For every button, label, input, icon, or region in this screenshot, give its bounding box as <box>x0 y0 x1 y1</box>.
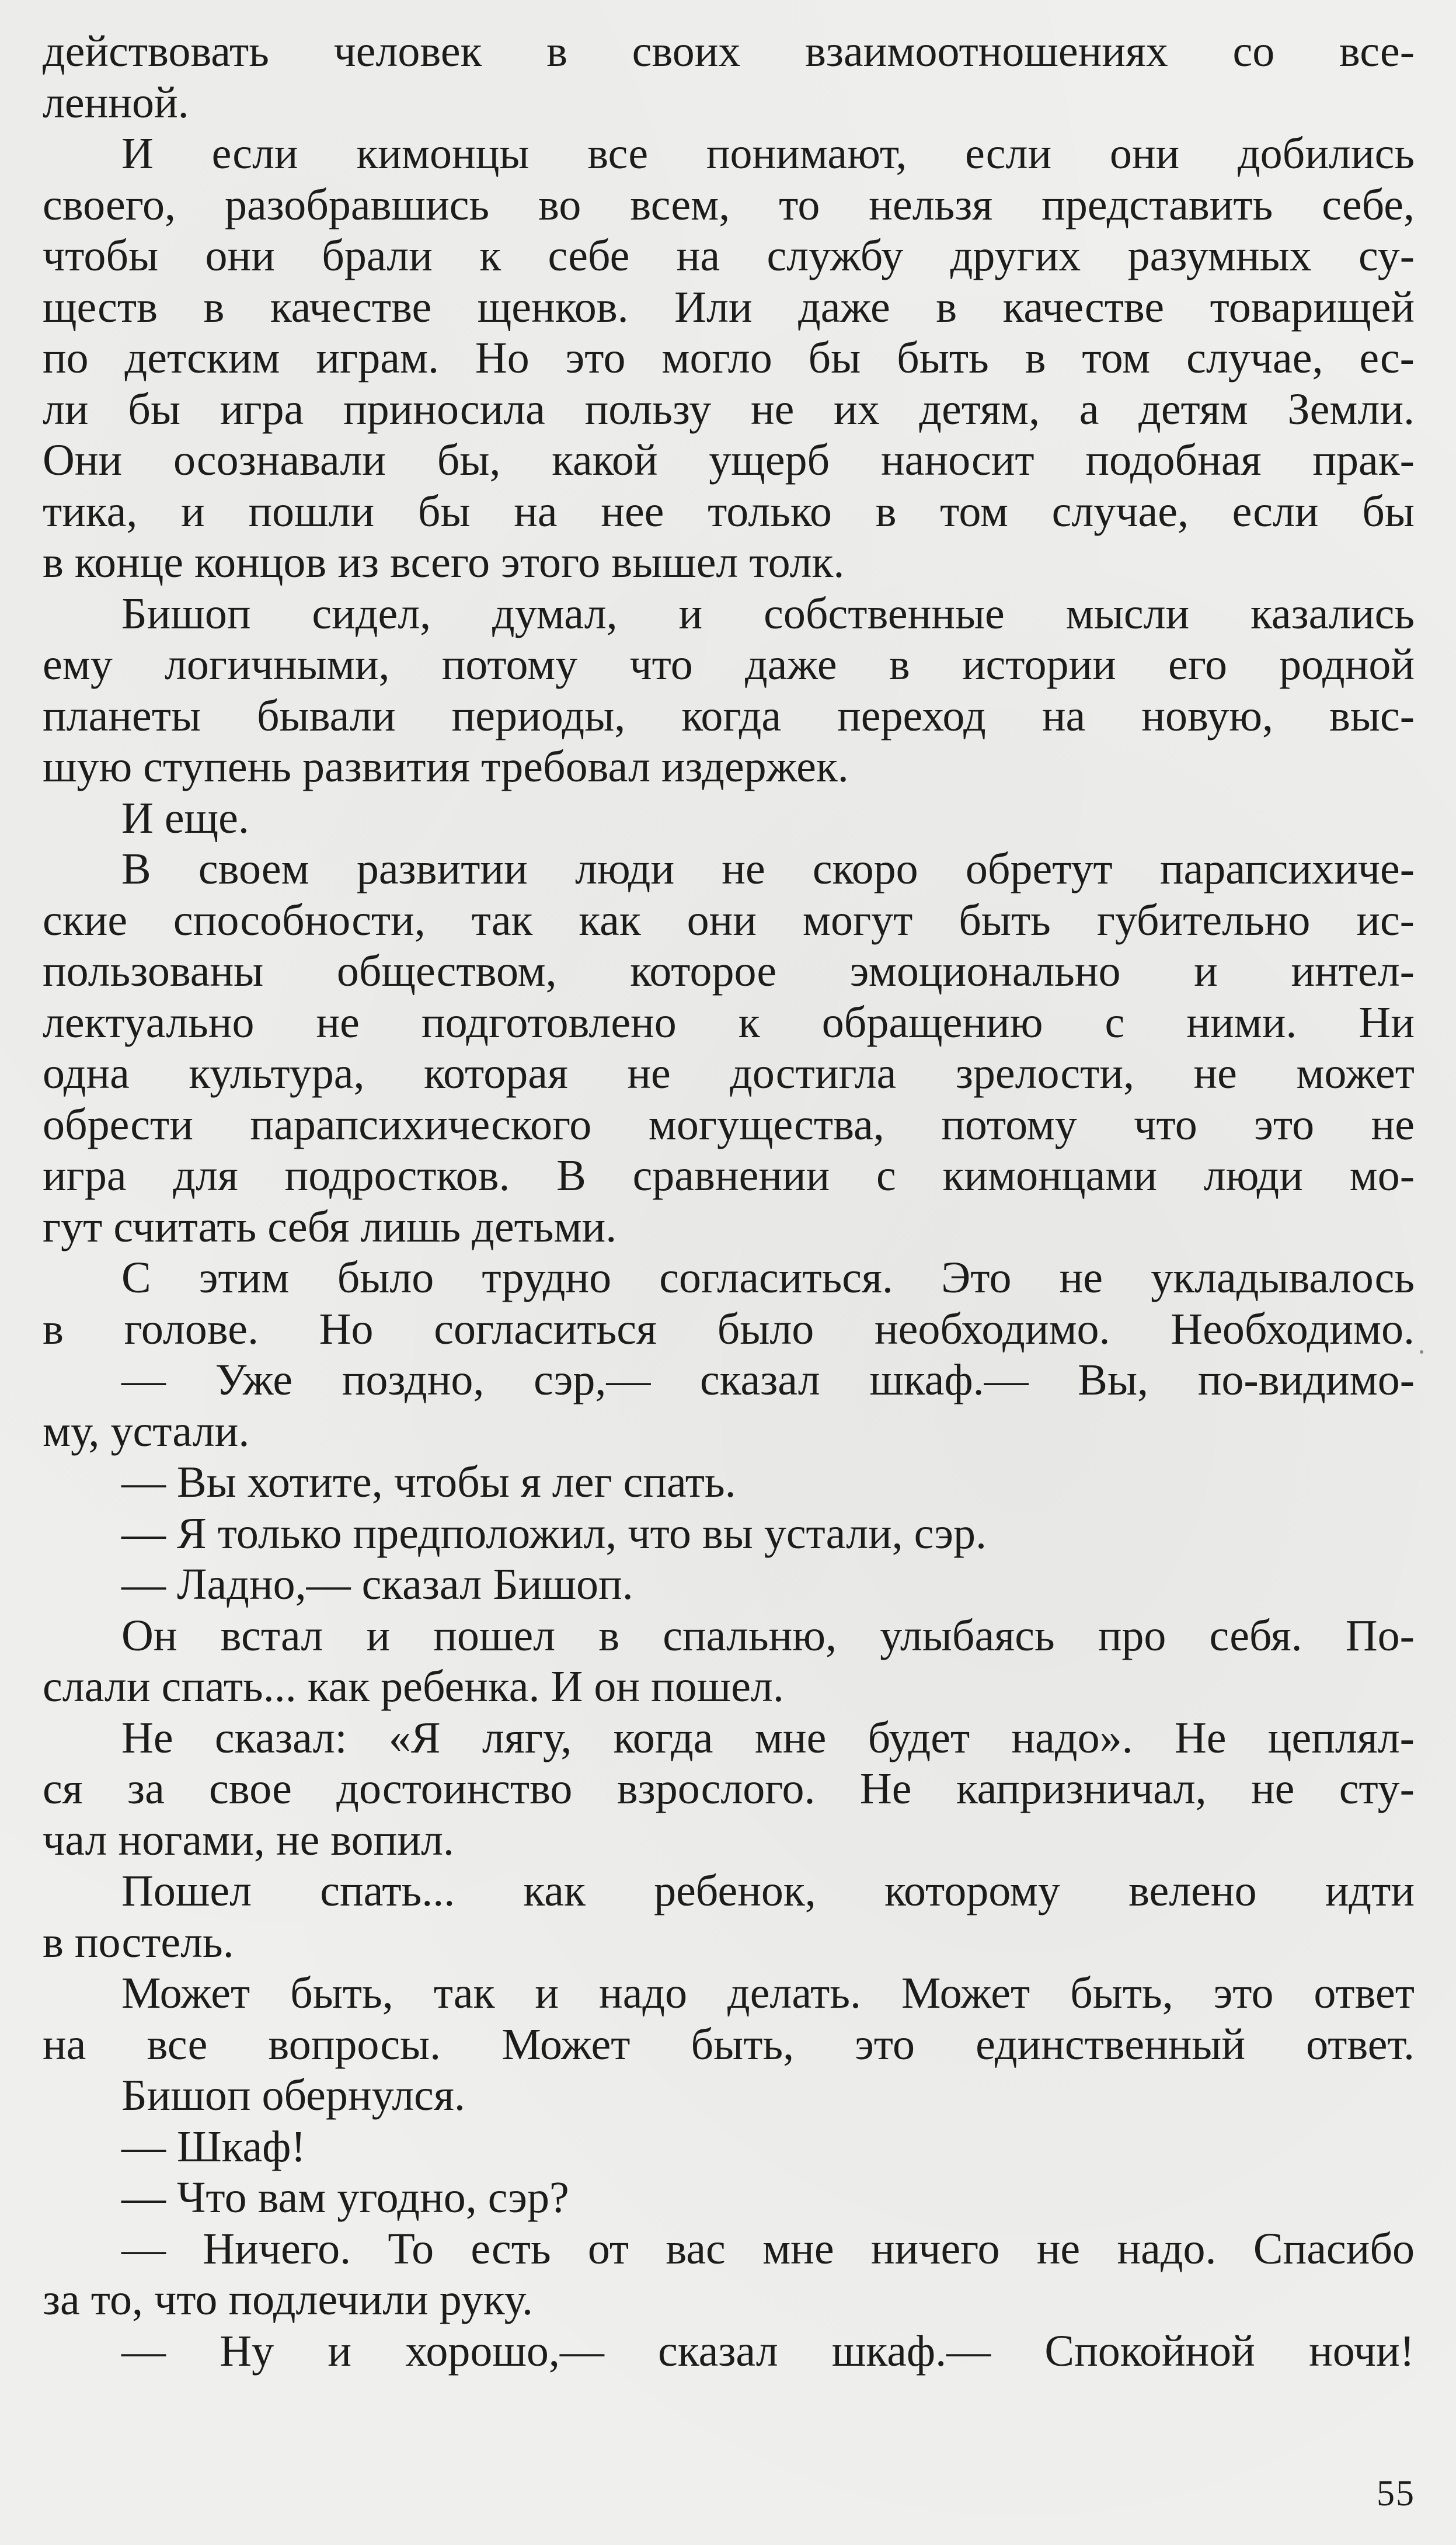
text-line: Они осознавали бы, какой ущерб наносит подобная прак- <box>43 436 1415 485</box>
text-line: одна культура, которая не достигла зрелости, не может <box>43 1049 1415 1098</box>
text-line: С этим было трудно согласиться. Это не укладывалось <box>121 1253 1415 1302</box>
text-line: И еще. <box>121 793 249 843</box>
text-line: Пошел спать... как ребенок, которому велено идти <box>121 1866 1415 1915</box>
text-line: чал ногами, не вопил. <box>43 1815 454 1865</box>
text-line: пользованы обществом, которое эмоционально и интел- <box>43 947 1415 996</box>
text-line: за то, что подлечили руку. <box>43 2275 534 2324</box>
text-line: Бишоп сидел, думал, и собственные мысли казались <box>121 589 1415 638</box>
text-line: — Что вам угодно, сэр? <box>121 2173 569 2222</box>
text-line: Может быть, так и надо делать. Может быть, это ответ <box>121 1969 1415 2018</box>
text-line: — Вы хотите, чтобы я лег спать. <box>121 1458 736 1507</box>
text-line: ленной. <box>43 78 189 127</box>
page-text <box>43 26 1415 2377</box>
text-line: Он встал и пошел в спальню, улыбаясь про себя. По- <box>121 1611 1415 1660</box>
text-line: по детским играм. Но это могло бы быть в том случае, ес- <box>43 333 1415 383</box>
text-line: Бишоп обернулся. <box>121 2071 465 2120</box>
text-line: — Ничего. То есть от вас мне ничего не надо. Спасибо <box>121 2224 1415 2273</box>
text-line: шую ступень развития требовал издержек. <box>43 742 849 791</box>
text-line: ществ в качестве щенков. Или даже в качестве товарищей <box>43 282 1415 332</box>
text-line: — Ну и хорошо,— сказал шкаф.— Спокойной ночи! <box>121 2326 1415 2376</box>
text-line: — Я только предположил, что вы устали, сэр. <box>121 1508 987 1558</box>
text-line: в конце концов из всего этого вышел толк. <box>43 538 845 587</box>
text-line: на все вопросы. Может быть, это единственный ответ. <box>43 2019 1415 2069</box>
text-line: ли бы игра приносила пользу не их детям, а детям Земли. <box>43 384 1415 434</box>
text-line: В своем развитии люди не скоро обретут парапсихиче- <box>121 844 1415 893</box>
text-line: — Шкаф! <box>121 2122 306 2171</box>
text-line: лектуально не подготовлено к обращению с ними. Ни <box>43 997 1415 1047</box>
text-line: му, устали. <box>43 1406 250 1456</box>
text-line: чтобы они брали к себе на службу других разумных су- <box>43 231 1415 280</box>
text-line: ские способности, так как они могут быть губительно ис- <box>43 895 1415 945</box>
text-line: своего, разобравшись во всем, то нельзя представить себе, <box>43 180 1415 230</box>
page-number: 55 <box>1377 2474 1415 2513</box>
text-line: — Ладно,— сказал Бишоп. <box>121 1560 633 1609</box>
text-line: слали спать... как ребенка. И он пошел. <box>43 1662 784 1711</box>
paper-speck <box>1420 1350 1423 1354</box>
text-line: ся за свое достоинство взрослого. Не капризничал, не сту- <box>43 1764 1415 1813</box>
text-line: планеты бывали периоды, когда переход на новую, выс- <box>43 691 1415 740</box>
text-line: Не сказал: «Я лягу, когда мне будет надо». Не цеплял- <box>121 1713 1415 1762</box>
text-line: в голове. Но согласиться было необходимо. Необходимо. <box>43 1304 1415 1354</box>
text-line: ему логичными, потому что даже в истории его родной <box>43 640 1415 689</box>
text-line: — Уже поздно, сэр,— сказал шкаф.— Вы, по-видимо- <box>121 1355 1415 1404</box>
text-line: действовать человек в своих взаимоотношениях со все- <box>43 27 1415 76</box>
text-line: тика, и пошли бы на нее только в том случае, если бы <box>43 486 1415 536</box>
text-line: обрести парапсихического могущества, потому что это не <box>43 1100 1415 1149</box>
text-line: в постель. <box>43 1917 234 1967</box>
text-line: игра для подростков. В сравнении с кимонцами люди мо- <box>43 1151 1415 1200</box>
text-line: гут считать себя лишь детьми. <box>43 1202 617 1251</box>
text-line: И если кимонцы все понимают, если они добились <box>121 129 1415 178</box>
